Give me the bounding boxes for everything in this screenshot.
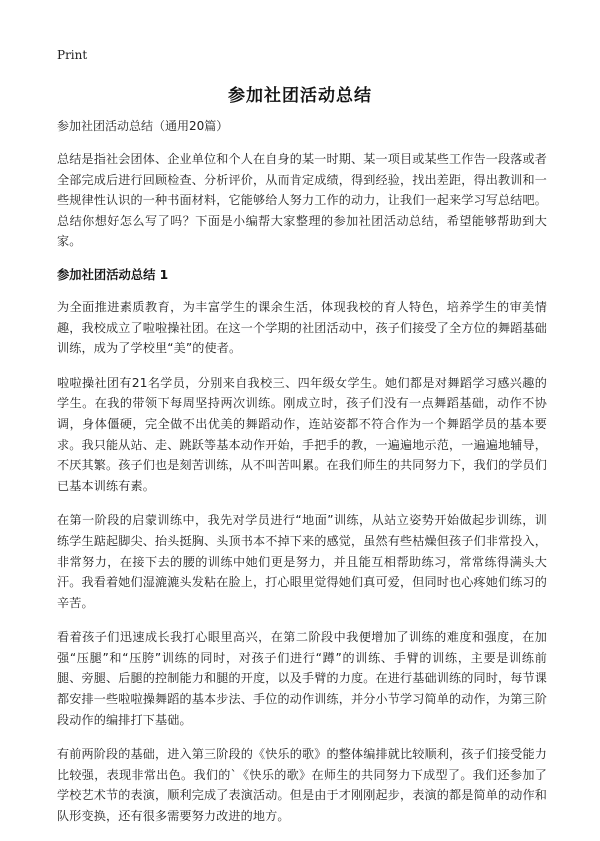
- print-link[interactable]: Print: [57, 48, 88, 62]
- document-subtitle: 参加社团活动总结（通用20篇）: [57, 119, 229, 133]
- body-paragraph: 有前两阶段的基础，进入第三阶段的《快乐的歌》的整体编排就比较顺利，孩子们接受能力比较强，表现非常出色。我们的`《快乐的歌》在师生的共同努力下成型了。我们还参加了学校艺术节的表演，顺利完成了表演活动。但是由于才刚刚起步，表演的都是简单的动作和队形变换，还有很多需要努力改进的地方。: [57, 747, 547, 824]
- body-paragraph: 在第一阶段的启蒙训练中，我先对学员进行“地面”训练，从站立姿势开始做起步训练，训练学生踮起脚尖、抬头挺胸、头顶书本不掉下来的感觉，虽然有些枯燥但孩子们非常投入，非常努力，在接下去的腰的训练中她们更是努力，并且能互相帮助练习，常常练得满头大汗。我看着她们湿漉漉头发粘在脸上，打心眼里觉得她们真可爱，但同时也心疼她们练习的辛苦。: [57, 513, 547, 610]
- body-paragraph: 啦啦操社团有21名学员，分别来自我校三、四年级女学生。她们都是对舞蹈学习感兴趣的学生。在我的带领下每周坚持两次训练。刚成立时，孩子们没有一点舞蹈基础，动作不协调，身体僵硬，完全做不出优美的舞蹈动作，连站姿都不符合作为一个舞蹈学员的基本要求。我只能从站、走、跳跃等基本动作开始，手把手的教，一遍遍地示范，一遍遍地辅导，不厌其繁。孩子们也是刻苦训练，从不叫苦叫累。在我们师生的共同努力下，我们的学员们已基本训练有素。: [57, 375, 547, 493]
- section-heading: 参加社团活动总结 1: [57, 267, 169, 282]
- intro-paragraph: 总结是指社会团体、企业单位和个人在自身的某一时期、某一项目或某些工作告一段落或者全部完成后进行回顾检查、分析评价，从而肯定成绩，得到经验，找出差距，得出教训和一些规律性认识的一种书面材料，它能够给人努力工作的动力，让我们一起来学习写总结吧。总结你想好怎么写了吗？下面是小编帮大家整理的参加社团活动总结，希望能够帮助到大家。: [57, 152, 547, 249]
- document-body: [57, 117, 547, 841]
- body-paragraph: 看着孩子们迅速成长我打心眼里高兴，在第二阶段中我便增加了训练的难度和强度，在加强“压腿”和“压胯”训练的同时，对孩子们进行“蹲”的训练、手臂的训练，主要是训练前腿、旁腿、后腿的控制能力和腿的开度，以及手臂的力度。在进行基础训练的同时，每节课都安排一些啦啦操舞蹈的基本步法、手位的动作训练，并分小节学习简单的动作，为第三阶段动作的编排打下基础。: [57, 630, 547, 727]
- body-paragraph: 为全面推进素质教育，为丰富学生的课余生活，体现我校的育人特色，培养学生的审美情趣，我校成立了啦啦操社团。在这一个学期的社团活动中，孩子们接受了全方位的舞蹈基础训练，成为了学校里“美”的使者。: [57, 299, 547, 356]
- page-title: 参加社团活动总结: [228, 86, 372, 106]
